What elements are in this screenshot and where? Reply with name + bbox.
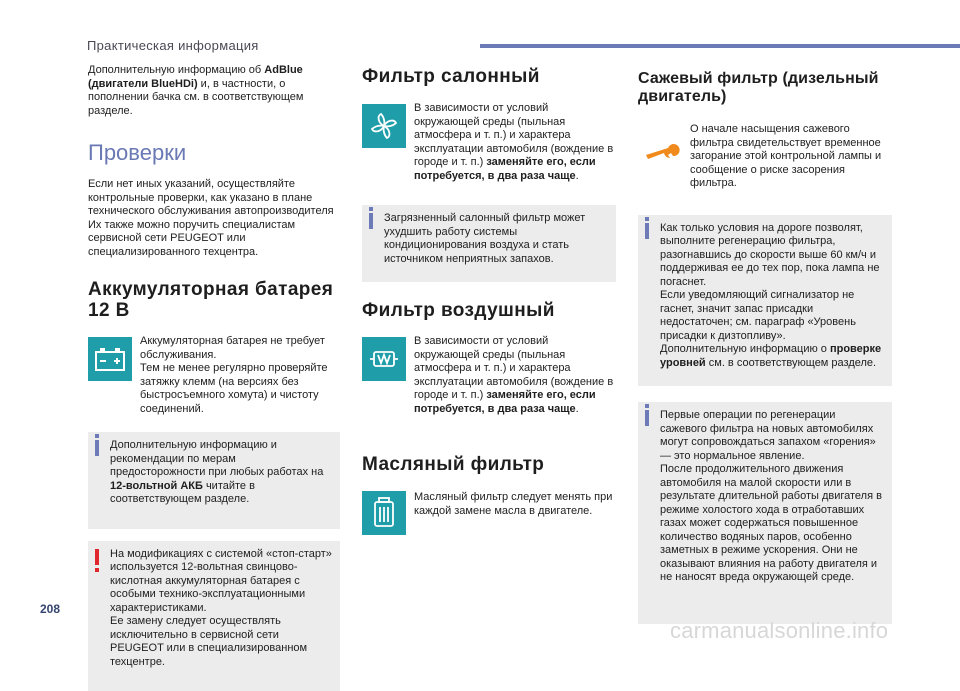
checks-text-2: Их также можно поручить специалистам сервисной сети PEUGEOT или специализированного техцентра. xyxy=(88,219,340,260)
info-icon xyxy=(95,440,99,456)
watermark: carmanualsonline.info xyxy=(670,618,888,644)
cabin-filter-section xyxy=(362,102,616,183)
cabin-filter-info-box: Загрязненный салонный фильтр может ухудшить работу системы кондиционирования воздуха и стать источником неприятных запахов. xyxy=(362,205,616,282)
header-accent-bar xyxy=(480,44,960,48)
cabin-filter-icon xyxy=(362,104,406,148)
wrench-icon xyxy=(638,129,682,173)
oil-filter-heading: Масляный фильтр xyxy=(362,454,616,475)
particulate-filter-text: О начале насыщения сажевого фильтра свидетельствует временное загорание этой контрольной лампы и сообщение о риске засорения фильтра. xyxy=(690,123,892,191)
checks-text-1: Если нет иных указаний, осуществляйте контрольные проверки, как указано в плане технического обслуживания автопроизводителя xyxy=(88,178,340,219)
section-header: Практическая информация xyxy=(87,38,259,53)
battery-heading: Аккумуляторная батарея 12 В xyxy=(88,279,340,321)
battery-section xyxy=(88,335,340,416)
info-icon xyxy=(645,410,649,426)
warning-icon xyxy=(95,549,99,565)
cabin-filter-text: В зависимости от условий окружающей среды (пыльная атмосфера и т. п.) и характера эксплуатации автомобиля (вождение в городе и т. п.) заменяйте его, если потребуется, в два раза чаще. xyxy=(414,102,616,183)
checks-heading: Проверки xyxy=(88,140,340,166)
battery-text: Аккумуляторная батарея не требует обслуживания. Тем не менее регулярно проверяйте затяжку клемм (на версиях без быстросъемного хомута) и чистоту соединений. xyxy=(140,335,340,416)
column-3 xyxy=(638,64,892,624)
particulate-filter-section xyxy=(638,123,892,191)
battery-info-box: Дополнительную информацию и рекомендации по мерам предосторожности при любых работах на 12-вольтной АКБ читайте в соответствующем разделе. xyxy=(88,432,340,529)
air-filter-icon xyxy=(362,337,406,381)
cabin-filter-heading: Фильтр салонный xyxy=(362,66,616,87)
column-1 xyxy=(88,64,340,691)
info-icon xyxy=(369,213,373,229)
oil-filter-text: Масляный фильтр следует менять при каждой замене масла в двигателе. xyxy=(414,491,616,518)
page-number: 208 xyxy=(40,602,60,616)
oil-filter-icon xyxy=(362,491,406,535)
air-filter-text: В зависимости от условий окружающей среды (пыльная атмосфера и т. п.) и характера эксплуатации автомобиля (вождение в городе и т. п.) заменяйте его, если потребуется, в два раза чаще. xyxy=(414,335,616,416)
oil-filter-section xyxy=(362,491,616,551)
info-icon xyxy=(645,223,649,239)
air-filter-section xyxy=(362,335,616,416)
battery-icon xyxy=(88,337,132,381)
stop-start-warning-box: На модификациях с системой «стоп-старт» используется 12-вольтная свинцово-кислотная аккумуляторная батарея с особыми технико-эксплуатационными характеристиками. Ее замену следует осуществлять исключительно в сервисной сети PEUGEOT или в специализированном техцентре. xyxy=(88,541,340,691)
particulate-filter-heading: Сажевый фильтр (дизельный двигатель) xyxy=(638,70,892,106)
first-regeneration-info-box: Первые операции по регенерации сажевого фильтра на новых автомобилях могут сопровождаться запахом «горения» — это нормальное явление. После продолжительного движения автомобиля на малой скорости или в результате длительной работы двигателя в режиме холостого хода в отработавших газах может содержаться повышенное количество водяных паров, особенно заметных в режиме ускорения. Они не оказывают влияния на работу двигателя и не наносят вреда окружающей среде. xyxy=(638,402,892,624)
air-filter-heading: Фильтр воздушный xyxy=(362,300,616,321)
adblue-intro: Дополнительную информацию об AdBlue (двигатели BlueHDi) и, в частности, о пополнении бачка см. в соответствующем разделе. xyxy=(88,64,340,118)
column-2 xyxy=(362,64,616,551)
regeneration-info-box: Как только условия на дороге позволят, выполните регенерацию фильтра, разогнавшись до скорости выше 60 км/ч и поддерживая ее до тех пор, пока лампа не погаснет. Если уведомляющий сигнализатор не гаснет, значит запас присадки недостаточен; см. параграф «Уровень присадки к дизтопливу». Дополнительную информацию о проверке уровней см. в соответствующем разделе. xyxy=(638,215,892,387)
